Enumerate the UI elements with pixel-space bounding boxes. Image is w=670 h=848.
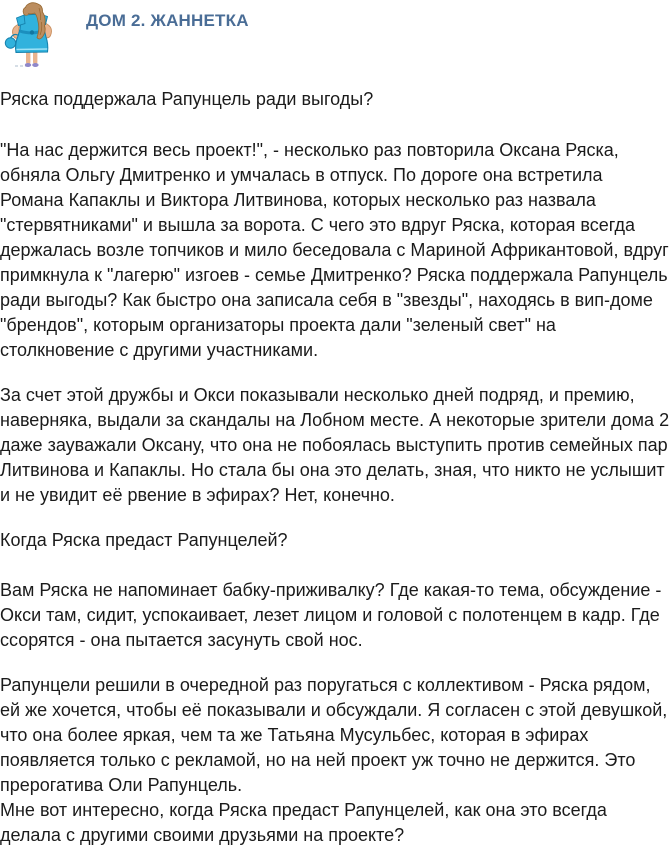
post-paragraph: Рапунцели решили в очередной раз поругаться с коллективом - Ряска рядом, ей же хочется, чтобы её показывали и обсуждали. Я согласен с этой девушкой, что она более яркая, чем та же Татьяна Мусульбес, которая в эфирах появляется только с рекламой, но на ней проект уж точно не держится. Это прерогатива Оли Рапунцель. xyxy=(0,675,668,795)
post-subheading-question: Когда Ряска предаст Рапунцелей? xyxy=(0,530,288,550)
post-paragraph: Вам Ряска не напоминает бабку-приживалку? Где какая-то тема, обсуждение - Окси там, сидит, успокаивает, лезет лицом и головой с полотенцем в кадр. Где ссорятся - она пытается засунуть свой нос. xyxy=(0,580,662,650)
post-header xyxy=(0,0,670,72)
community-name-link[interactable]: ДОМ 2. ЖАННЕТКА xyxy=(86,11,249,30)
girl-avatar-image xyxy=(1,2,63,70)
community-avatar[interactable] xyxy=(1,2,63,70)
post-lead-question: Ряска поддержала Рапунцель ради выгоды? xyxy=(0,89,374,109)
post-text xyxy=(0,72,670,848)
post-paragraph: За счет этой дружбы и Окси показывали несколько дней подряд, и премию, наверняка, выдали за скандалы на Лобном месте. А некоторые зрители дома 2 даже зауважали Оксану, что она не побоялась выступить против семейных пар Литвинова и Капаклы. Но стала бы она это делать, зная, что никто не услышит и не увидит её рвение в эфирах? Нет, конечно. xyxy=(0,385,670,505)
post-paragraph: Мне вот интересно, когда Ряска предаст Рапунцелей, как она это всегда делала с другими своими друзьями на проекте? xyxy=(0,800,607,845)
post-paragraph: "На нас держится весь проект!", - несколько раз повторила Оксана Ряска, обняла Ольгу Дмитренко и умчалась в отпуск. По дороге она встретила Романа Капаклы и Виктора Литвинова, которых несколько раз назвала "стервятниками" и вышла за ворота. С чего это вдруг Ряска, которая всегда держалась возле топчиков и мило беседовала с Мариной Африкантовой, вдруг примкнула к "лагерю" изгоев - семье Дмитренко? Ряска поддержала Рапунцель ради выгоды? Как быстро она записала себя в "звезды", находясь в вип-доме "брендов", которым организаторы проекта дали "зеленый свет" на столкновение с другими участниками. xyxy=(0,140,669,360)
